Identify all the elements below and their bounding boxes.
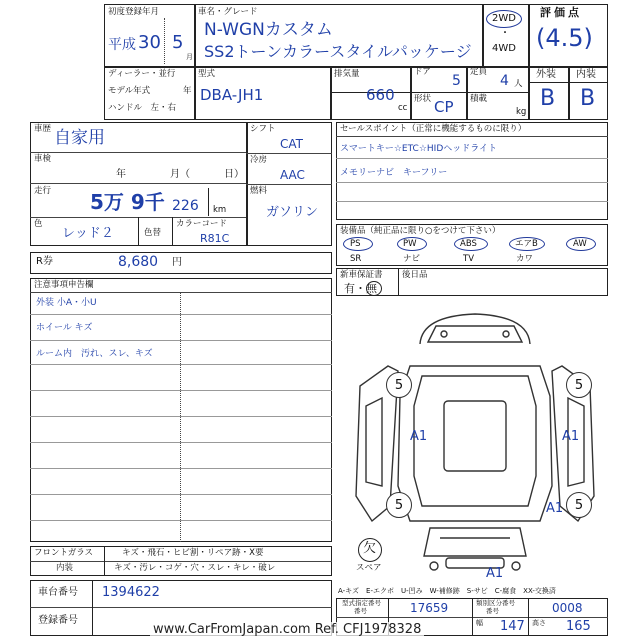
damage-legend: A-キズ E-エクボ U-凹み W-補修跡 S-サビ C-腐食 XX-交換済 [338,587,556,595]
note-line-2: ホイール キズ [36,323,93,333]
divider [330,66,332,120]
divider [194,66,196,120]
spare-parts-label: 後日品 [402,270,428,280]
usage-label: 車歴 [34,124,52,134]
sales-line-1: スマートキー☆ETC☆HIDヘッドライト [340,144,497,154]
equip-pw: PW [403,239,417,249]
color-label: 色 [34,219,43,229]
row-line [246,153,332,154]
front-glass-label: フロントガラス [34,548,93,558]
row-line [30,607,332,608]
recycle-label: R券 [36,256,53,267]
damage-a1-rear-right: A1 [546,501,564,516]
color-change-label: 色替 [144,228,162,238]
damage-mark-front-right: 5 [566,372,592,398]
inspection-label: 車検 [34,154,52,164]
era: 平成 [108,37,136,53]
row-line [30,494,332,495]
damage-mark-rear-right: 5 [566,492,592,518]
interior-grade: B [580,86,596,111]
type-value: DBA-JH1 [200,86,264,104]
car-no-label: 車台番号 [38,587,78,598]
row-line [336,136,608,137]
load-label: 積載 [470,94,488,104]
mileage-unit: km [213,205,227,215]
equip-tv: TV [463,254,475,264]
handle-label: ハンドル 左・右 [108,103,177,113]
inspection-day: 日） [224,169,244,180]
displacement-unit: cc [398,103,408,113]
drive-alt: 4WD [492,43,516,54]
doors: 5 [452,73,461,89]
sales-line-2: メモリーナビ キーフリー [340,168,448,178]
damage-mark-front-left: 5 [386,372,412,398]
displacement-label: 排気量 [334,69,360,79]
row-line [30,468,332,469]
class-label: 類別区分番号 [476,599,515,607]
mileage-label: 走行 [34,186,52,196]
car-name-label: 車名・グレード [198,7,258,17]
inspection-month: 月（ [170,169,190,180]
drive: 2WD [492,13,516,24]
row-line [30,561,332,562]
height-value: 165 [566,619,591,634]
usage: 自家用 [54,128,105,148]
shift-label: シフト [250,124,276,134]
capacity: 4 [500,73,509,89]
doors-label: ドア [414,67,431,77]
row-line [336,182,608,183]
note-line-3: ルーム内 汚れ、スレ、キズ [36,349,153,359]
divider [92,580,93,636]
equip-airbag: エアB [515,239,538,249]
first-reg-label: 初度登録年月 [108,7,160,17]
class-number: 0008 [552,601,583,615]
interior-check-value: キズ・汚レ・コゲ・穴・スレ・キレ・破レ [114,563,276,573]
row-line [30,442,332,443]
damage-a1-left: A1 [410,429,428,444]
mileage-small: 226 [172,198,199,214]
row-line [30,520,332,521]
damage-a1-right: A1 [562,429,580,444]
dealer-label: ディーラー・並行 [108,69,176,79]
equip-aw: AW [573,239,587,249]
warranty-value: 有・無 [344,282,377,295]
color-code: R81C [200,232,230,245]
front-glass-value: キズ・飛石・ヒビ割・リペア跡・X要 [122,548,264,558]
car-name: N-WGNカスタム [204,20,333,40]
divider [528,598,529,636]
model-year-unit: 年 [183,86,192,96]
damage-a1-rear: A1 [486,566,504,581]
interior-check-label: 内装 [56,563,74,573]
row-line [30,292,332,293]
rating-value: (4.5) [536,24,593,52]
divider [330,92,528,93]
mileage: 5万 9千 [90,190,165,214]
width-label: 幅 [476,619,483,627]
equip-navi: ナビ [403,254,421,264]
recycle-unit: 円 [172,257,182,268]
equipment-title: 装備品（純正品に限り○をつけて下さい） [340,226,501,236]
divider [104,66,528,68]
dotted-separator [164,18,165,64]
equip-sr: SR [350,254,362,264]
shape: CP [434,98,454,116]
capacity-label: 定員 [470,67,488,77]
type-label: 型式 [198,69,216,79]
model-year-label: モデル年式 [108,86,151,96]
divider [482,4,484,66]
grade: SS2トーンカラースタイルパッケージ [204,42,472,61]
divider [466,66,468,120]
width-value: 147 [500,619,525,634]
row-line [30,364,332,365]
row-line [30,416,332,417]
shift: CAT [280,137,303,151]
damage-mark-rear-left: 5 [386,492,412,518]
month-unit: 月 [186,53,193,61]
displacement: 660 [366,86,395,104]
dotted-separator [180,292,181,542]
divider [208,188,209,216]
fuel: ガソリン [266,205,319,220]
notes-title: 注意事項申告欄 [34,280,94,290]
model-cert-number: 17659 [410,601,449,615]
divider [568,66,570,120]
divider [194,4,196,66]
recycle-amount: 8,680 [118,254,159,270]
ac-label: 冷房 [250,155,268,165]
row-line [336,158,608,159]
row-line [30,152,246,153]
height-label: 高さ [532,619,546,627]
interior-label: 内装 [576,69,596,80]
row-line [30,340,332,341]
divider [138,217,139,246]
first-reg-year: 30 [138,32,161,53]
divider [410,66,412,120]
row-line [30,390,332,391]
spare-mark: 欠 [363,541,377,556]
color-code-label: カラーコード [176,219,228,229]
inspection-year: 年 [116,169,126,180]
spare-label: スペア [356,563,382,573]
divider [398,268,399,296]
model-cert-sub: 番号 [354,607,367,615]
exterior-label: 外装 [536,69,556,80]
divider [104,546,105,576]
sales-title: セールスポイント（正常に機能するものに限り） [340,124,527,134]
notes-box [30,278,332,542]
ac: AAC [280,168,305,182]
watermark: www.CarFromJapan.com Ref. CFJ1978328 [150,622,424,637]
car-no: 1394622 [102,585,160,600]
equip-ps: PS [350,239,361,249]
equip-leather: カワ [516,254,534,264]
row-line [246,184,332,185]
header-box [104,4,608,120]
warranty-none-circle [366,281,382,296]
class-sub: 番号 [486,607,499,615]
row-line [336,201,608,202]
color: レッド２ [62,226,114,241]
rating-label: 評価点 [540,6,582,19]
shape-label: 形状 [414,94,432,104]
model-cert-label: 型式指定番号 [342,599,381,607]
equip-abs: ABS [460,239,477,249]
reg-no-label: 登録番号 [38,615,78,626]
divider [528,82,608,83]
divider [472,598,473,636]
divider [172,217,173,246]
fuel-label: 燃料 [250,186,268,196]
divider [528,4,530,120]
exterior-grade: B [540,86,556,111]
load-unit: kg [516,107,527,117]
row-line [30,183,246,184]
row-line [30,314,332,315]
warranty-label: 新車保証書 [340,270,383,280]
note-line-1: 外装 小A・小U [36,298,97,308]
first-reg-month: 5 [172,32,184,53]
drive-dot: ・ [500,28,510,39]
capacity-unit: 人 [514,79,523,89]
